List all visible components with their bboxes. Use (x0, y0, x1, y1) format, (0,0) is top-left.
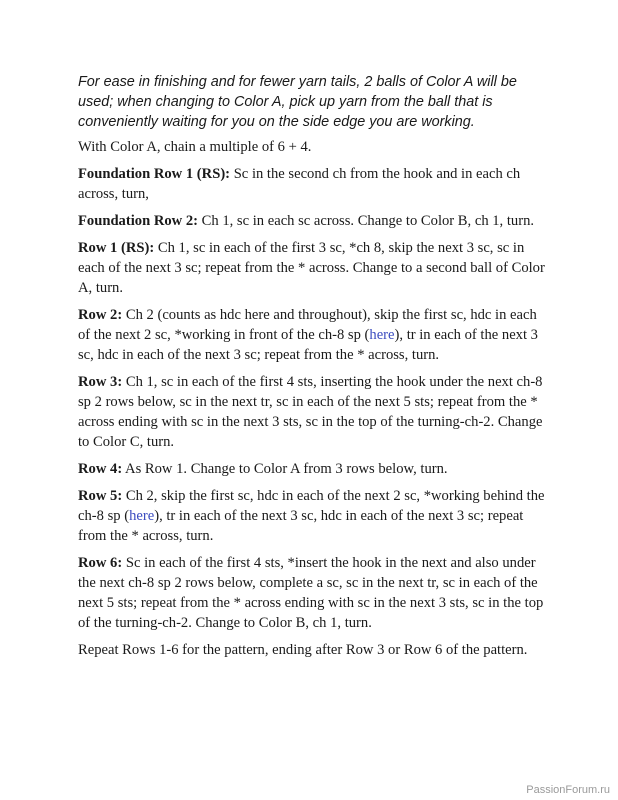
row-label: Row 6: (78, 555, 123, 571)
intro-note: For ease in finishing and for fewer yarn tails, 2 balls of Color A will be used; when changing to Color A, pick up yarn from the ball that is conveniently waiting for you on the side edge you are working. (78, 74, 517, 130)
row-text: Ch 2, skip the first sc, hdc in each of the next 2 sc, *working behind the ch-8 sp ( (78, 488, 545, 524)
row-text: Ch 1, sc in each sc across. Change to Color B, ch 1, turn. (198, 213, 535, 229)
row-2 (78, 305, 546, 365)
row-text: Ch 1, sc in each of the first 3 sc, *ch 8, skip the next 3 sc, sc in each of the next 3 sc; repeat from the * across. Change to a second ball of Color A, turn. (78, 240, 545, 296)
row-text: ), tr in each of the next 3 sc, hdc in each of the next 3 sc; repeat from the * across, turn. (78, 327, 538, 363)
row-6 (78, 553, 546, 633)
row-text: As Row 1. Change to Color A from 3 rows below, turn. (122, 461, 448, 477)
repeat-instruction: Repeat Rows 1-6 for the pattern, ending after Row 3 or Row 6 of the pattern. (78, 642, 528, 658)
row-label: Row 1 (RS): (78, 240, 155, 256)
foundation-row-1 (78, 164, 546, 204)
row-label: Row 3: (78, 374, 123, 390)
row-text: Sc in the second ch from the hook and in each ch across, turn, (78, 166, 521, 202)
row-text: ), tr in each of the next 3 sc, hdc in each of the next 3 sc; repeat from the * across, turn. (78, 508, 524, 544)
row-label: Row 5: (78, 488, 123, 504)
row-label: Row 2: (78, 307, 123, 323)
row-1 (78, 238, 546, 298)
chain-instruction: With Color A, chain a multiple of 6 + 4. (78, 139, 312, 155)
row-label: Foundation Row 2: (78, 213, 199, 229)
row-5 (78, 486, 546, 546)
row-text: Sc in each of the first 4 sts, *insert the hook in the next and also under the next ch-8 sp 2 rows below, complete a sc, sc in the next tr, sc in each of the next 5 sts; repeat from the * across ending with sc in the next 3 sts, sc in the top of the turning-ch-2. Change to Color B, ch 1, turn. (78, 555, 544, 631)
row-label: Row 4: (78, 461, 123, 477)
row-label: Foundation Row 1 (RS): (78, 166, 231, 182)
watermark: PassionForum.ru (526, 784, 610, 796)
row-3 (78, 372, 546, 452)
row-text: Ch 1, sc in each of the first 4 sts, inserting the hook under the next ch-8 sp 2 rows below, sc in the next tr, sc in each of the next 5 sts; repeat from the * across ending with sc in the next 3 sts, sc in the top of the turning-ch-2. Change to Color C, turn. (78, 374, 543, 450)
foundation-row-2 (78, 211, 546, 231)
row-4 (78, 459, 546, 479)
pattern-document (78, 72, 546, 667)
here-link[interactable]: here (369, 327, 395, 343)
here-link[interactable]: here (129, 508, 155, 524)
row-text: Ch 2 (counts as hdc here and throughout), skip the first sc, hdc in each of the next 2 sc, *working in front of the ch-8 sp ( (78, 307, 537, 343)
